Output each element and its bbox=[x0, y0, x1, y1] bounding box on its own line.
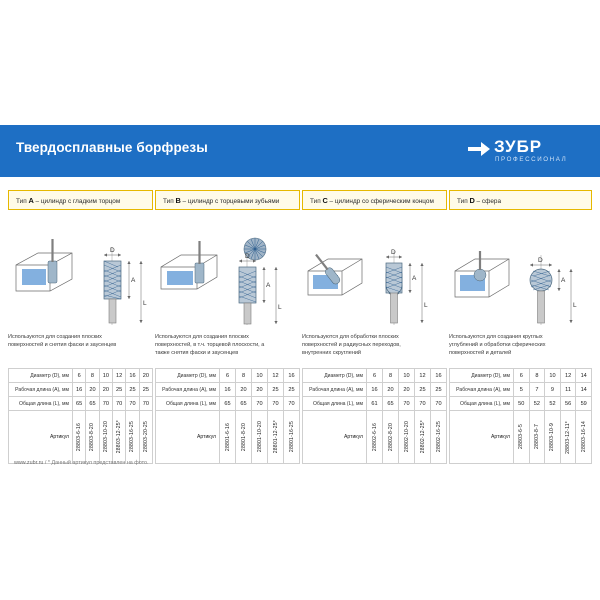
tab-letter: D bbox=[469, 196, 475, 205]
footer-site[interactable]: www.zubr.ru bbox=[14, 460, 44, 466]
brand-logo bbox=[468, 136, 578, 168]
cell: 12 bbox=[112, 369, 125, 383]
column-type-a bbox=[8, 225, 153, 454]
cell-article: 28802-12-25* bbox=[415, 411, 431, 464]
page-header bbox=[0, 125, 600, 177]
cell: 61 bbox=[367, 397, 383, 411]
cell: 12 bbox=[560, 369, 576, 383]
row-label-diameter: Диаметр (D), мм bbox=[450, 369, 514, 383]
tab-suffix: – цилиндр с торцевыми зубьями bbox=[180, 198, 280, 205]
cell: 6 bbox=[367, 369, 383, 383]
tab-type-b-label bbox=[163, 196, 279, 205]
row-label-total-length: Общая длина (L), мм bbox=[9, 397, 73, 411]
table-row bbox=[450, 397, 592, 411]
cell: 16 bbox=[220, 383, 236, 397]
cell: 50 bbox=[514, 397, 530, 411]
table-row bbox=[303, 383, 447, 397]
row-label-diameter: Диаметр (D), мм bbox=[303, 369, 367, 383]
row-label-article: Артикул bbox=[303, 411, 367, 464]
cell-article: 28801-6-16 bbox=[220, 411, 236, 464]
cell: 70 bbox=[112, 397, 125, 411]
cell: 70 bbox=[139, 397, 152, 411]
cell-article: 28803-8-20 bbox=[86, 411, 99, 464]
table-row-articles bbox=[9, 411, 153, 464]
table-row bbox=[9, 369, 153, 383]
cell: 14 bbox=[576, 383, 592, 397]
tab-type-d-label bbox=[457, 196, 501, 205]
cell: 70 bbox=[431, 397, 447, 411]
svg-text:D: D bbox=[245, 253, 250, 260]
row-label-article: Артикул bbox=[450, 411, 514, 464]
cell: 25 bbox=[139, 383, 152, 397]
cell: 8 bbox=[529, 369, 545, 383]
drawing-type-a bbox=[8, 225, 148, 330]
cell: 65 bbox=[73, 397, 86, 411]
tab-type-d[interactable] bbox=[449, 190, 592, 210]
cell-article: 28801-10-20 bbox=[252, 411, 268, 464]
cell: 6 bbox=[220, 369, 236, 383]
cell: 70 bbox=[252, 397, 268, 411]
cell-article: 28803-16-25 bbox=[126, 411, 139, 464]
cell: 20 bbox=[252, 383, 268, 397]
footer-note: / * Данный артикул представлен на фото. bbox=[44, 460, 149, 466]
cell: 11 bbox=[560, 383, 576, 397]
cell: 20 bbox=[139, 369, 152, 383]
cell: 70 bbox=[126, 397, 139, 411]
tab-suffix: – цилиндр с гладким торцом bbox=[33, 198, 121, 205]
cell: 8 bbox=[236, 369, 252, 383]
cell: 16 bbox=[431, 369, 447, 383]
cell: 6 bbox=[514, 369, 530, 383]
cell: 14 bbox=[576, 369, 592, 383]
cell: 12 bbox=[415, 369, 431, 383]
cell-article: 28801-16-25 bbox=[284, 411, 300, 464]
table-row-articles bbox=[156, 411, 300, 464]
svg-text:A: A bbox=[131, 277, 136, 284]
tab-prefix: Тип bbox=[163, 198, 176, 205]
cell: 5 bbox=[514, 383, 530, 397]
page-title: Твердосплавные борфрезы bbox=[16, 140, 208, 155]
cell: 10 bbox=[99, 369, 112, 383]
cell: 20 bbox=[86, 383, 99, 397]
tab-prefix: Тип bbox=[310, 198, 323, 205]
row-label-total-length: Общая длина (L), мм bbox=[450, 397, 514, 411]
tab-type-a-label bbox=[16, 196, 120, 205]
cell-article: 28802-6-16 bbox=[367, 411, 383, 464]
cell-article: 28803-6-5 bbox=[514, 411, 530, 464]
cell: 25 bbox=[431, 383, 447, 397]
svg-text:L: L bbox=[573, 302, 577, 309]
svg-text:D: D bbox=[391, 249, 396, 256]
cell-article: 28803-10-9 bbox=[545, 411, 561, 464]
row-label-diameter: Диаметр (D), мм bbox=[9, 369, 73, 383]
cell: 25 bbox=[284, 383, 300, 397]
cell: 20 bbox=[236, 383, 252, 397]
cell: 59 bbox=[576, 397, 592, 411]
column-type-c bbox=[302, 225, 447, 454]
cell: 7 bbox=[529, 383, 545, 397]
table-row bbox=[156, 383, 300, 397]
brand-subtitle: ПРОФЕССИОНАЛ bbox=[495, 156, 568, 163]
cell: 65 bbox=[220, 397, 236, 411]
tab-type-c-label bbox=[310, 196, 434, 205]
svg-text:A: A bbox=[266, 282, 271, 289]
table-row bbox=[156, 397, 300, 411]
svg-text:D: D bbox=[538, 257, 543, 264]
svg-text:A: A bbox=[561, 277, 566, 284]
svg-text:L: L bbox=[424, 302, 428, 309]
cell-article: 28803-12-25* bbox=[112, 411, 125, 464]
cell: 52 bbox=[529, 397, 545, 411]
cell: 65 bbox=[86, 397, 99, 411]
table-row bbox=[9, 397, 153, 411]
cell: 56 bbox=[560, 397, 576, 411]
column-type-b bbox=[155, 225, 300, 454]
table-row bbox=[303, 369, 447, 383]
cell-article: 28801-8-20 bbox=[236, 411, 252, 464]
cell-article: 28803-20-25 bbox=[139, 411, 152, 464]
svg-text:D: D bbox=[110, 247, 115, 254]
tab-prefix: Тип bbox=[457, 198, 470, 205]
cell: 20 bbox=[99, 383, 112, 397]
table-type-b bbox=[155, 368, 300, 464]
svg-text:A: A bbox=[412, 275, 417, 282]
cell: 10 bbox=[252, 369, 268, 383]
cell: 16 bbox=[284, 369, 300, 383]
svg-text:L: L bbox=[278, 304, 282, 311]
cell-article: 28802-10-20 bbox=[399, 411, 415, 464]
cell: 16 bbox=[367, 383, 383, 397]
description-type-c: Используются для обработки плоских поверхностей и радиусных переходов, внутренних скруглений bbox=[302, 334, 401, 356]
row-label-diameter: Диаметр (D), мм bbox=[156, 369, 220, 383]
row-label-working-length: Рабочая длина (А), мм bbox=[9, 383, 73, 397]
row-label-article: Артикул bbox=[9, 411, 73, 464]
tab-suffix: – цилиндр со сферическим концом bbox=[327, 198, 434, 205]
cell: 9 bbox=[545, 383, 561, 397]
row-label-article: Артикул bbox=[156, 411, 220, 464]
cell: 70 bbox=[284, 397, 300, 411]
cell: 20 bbox=[383, 383, 399, 397]
tab-prefix: Тип bbox=[16, 198, 29, 205]
cell: 12 bbox=[268, 369, 284, 383]
cell: 16 bbox=[73, 383, 86, 397]
cell: 25 bbox=[268, 383, 284, 397]
table-row bbox=[156, 369, 300, 383]
description-type-a: Используются для создания плоских поверхностей и снятия фаски и заусенцев bbox=[8, 334, 117, 348]
cell: 8 bbox=[86, 369, 99, 383]
row-label-total-length: Общая длина (L), мм bbox=[156, 397, 220, 411]
cell: 70 bbox=[268, 397, 284, 411]
cell: 16 bbox=[126, 369, 139, 383]
cell: 65 bbox=[383, 397, 399, 411]
tab-letter: B bbox=[175, 196, 181, 205]
table-row bbox=[9, 383, 153, 397]
drawing-type-b bbox=[155, 225, 295, 330]
table-row-articles bbox=[450, 411, 592, 464]
cell-article: 28802-8-20 bbox=[383, 411, 399, 464]
svg-text:L: L bbox=[143, 300, 147, 307]
table-type-a bbox=[8, 368, 153, 464]
cell: 25 bbox=[126, 383, 139, 397]
tab-type-c[interactable] bbox=[302, 190, 447, 210]
description-type-d: Используются для создания круглых углублений и обработки сферических поверхностей и деталей bbox=[449, 334, 546, 356]
table-type-c bbox=[302, 368, 447, 464]
cell: 20 bbox=[399, 383, 415, 397]
cell-article: 28803-12-11* bbox=[560, 411, 576, 464]
cell: 25 bbox=[415, 383, 431, 397]
cell: 70 bbox=[415, 397, 431, 411]
cell: 70 bbox=[99, 397, 112, 411]
table-row-articles bbox=[303, 411, 447, 464]
drawing-type-c bbox=[302, 225, 442, 330]
tab-type-a[interactable] bbox=[8, 190, 153, 210]
table-row bbox=[303, 397, 447, 411]
drawing-type-d bbox=[449, 225, 589, 330]
footer bbox=[14, 460, 149, 466]
tab-type-b[interactable] bbox=[155, 190, 300, 210]
cell-article: 28802-16-25 bbox=[431, 411, 447, 464]
cell: 10 bbox=[399, 369, 415, 383]
cell-article: 28801-12-25* bbox=[268, 411, 284, 464]
row-label-working-length: Рабочая длина (А), мм bbox=[303, 383, 367, 397]
table-row bbox=[450, 383, 592, 397]
row-label-total-length: Общая длина (L), мм bbox=[303, 397, 367, 411]
cell: 52 bbox=[545, 397, 561, 411]
description-type-b: Используются для создания плоских поверхностей, в т.ч. торцевой плоскости, а также снятия фаски и заусенцев bbox=[155, 334, 265, 356]
cell: 65 bbox=[236, 397, 252, 411]
tab-suffix: – сфера bbox=[474, 198, 502, 205]
cell: 25 bbox=[112, 383, 125, 397]
cell-article: 28803-8-7 bbox=[529, 411, 545, 464]
cell: 8 bbox=[383, 369, 399, 383]
cell: 70 bbox=[399, 397, 415, 411]
cell: 6 bbox=[73, 369, 86, 383]
table-type-d bbox=[449, 368, 592, 464]
table-row bbox=[450, 369, 592, 383]
tab-letter: A bbox=[28, 196, 34, 205]
cell-article: 28803-10-20 bbox=[99, 411, 112, 464]
cell-article: 28803-6-16 bbox=[73, 411, 86, 464]
cell-article: 28803-16-14 bbox=[576, 411, 592, 464]
type-tabs bbox=[8, 190, 592, 220]
arrow-icon bbox=[468, 142, 490, 156]
row-label-working-length: Рабочая длина (А), мм bbox=[450, 383, 514, 397]
cell: 10 bbox=[545, 369, 561, 383]
tab-letter: C bbox=[322, 196, 328, 205]
row-label-working-length: Рабочая длина (А), мм bbox=[156, 383, 220, 397]
column-type-d bbox=[449, 225, 592, 454]
brand-name: ЗУБР bbox=[494, 137, 543, 156]
